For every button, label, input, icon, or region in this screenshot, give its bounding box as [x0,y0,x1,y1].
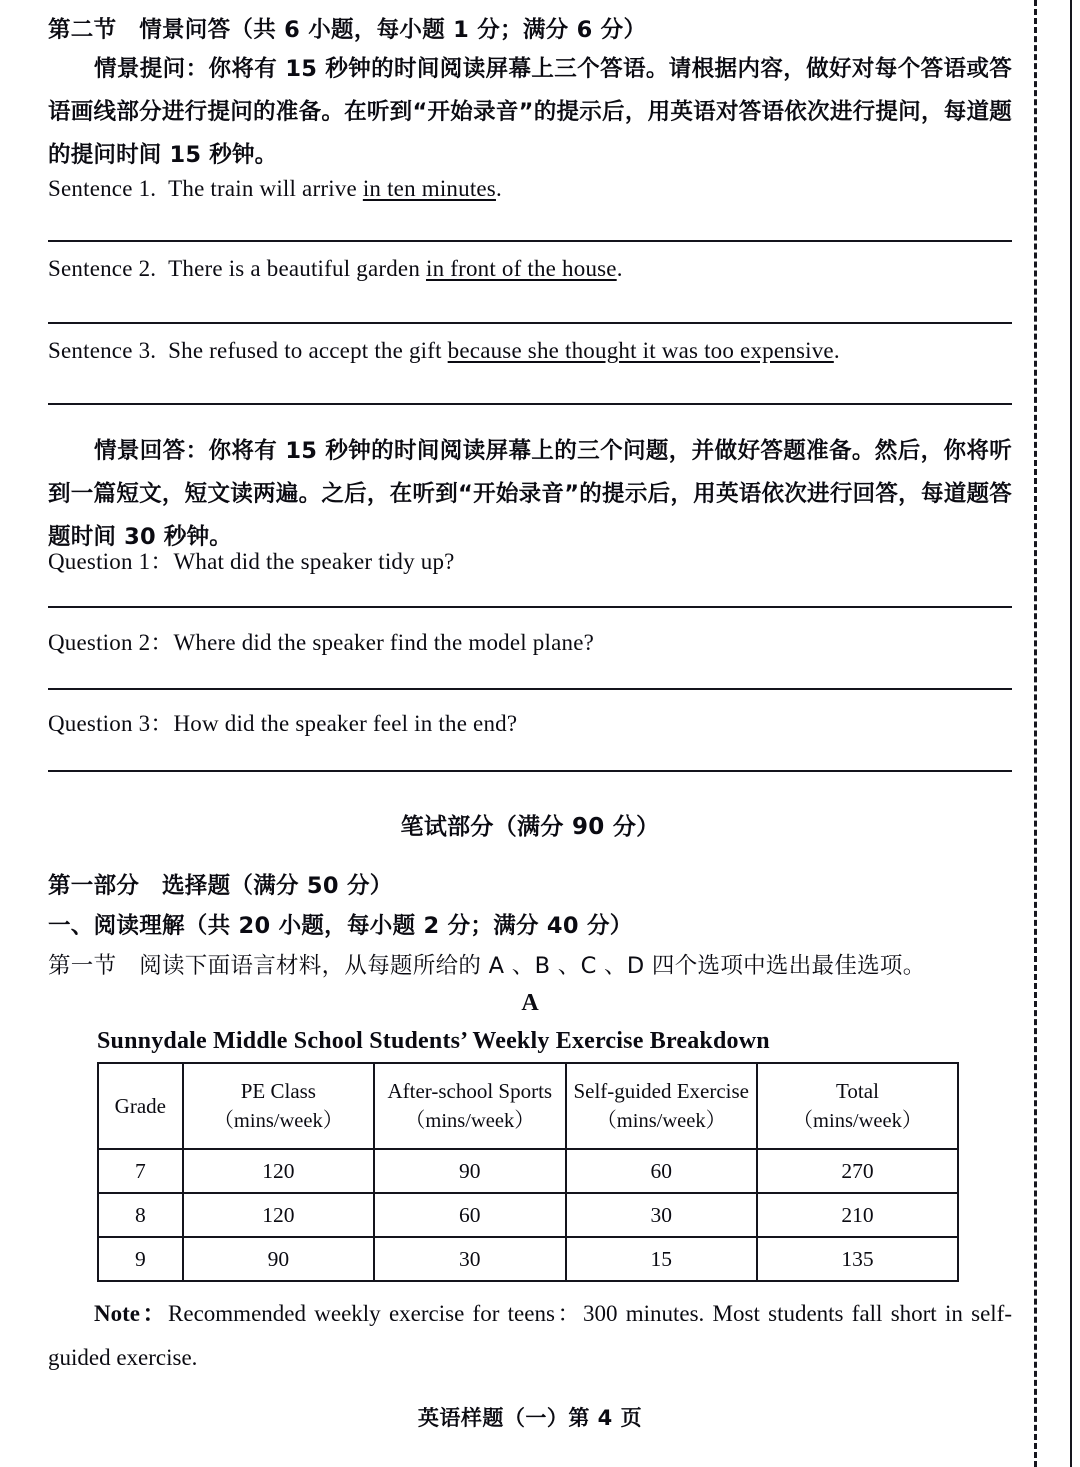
answer-rule-sentence-1[interactable] [48,240,1012,242]
cell-pe: 120 [183,1193,374,1237]
table-row [98,1149,958,1193]
question-1-row [48,543,455,576]
sentence-3-label: Sentence 3. [48,338,157,363]
passage-label-a: A [521,990,539,1016]
table-title: Sunnydale Middle School Students’ Weekly Exercise Breakdown [97,1028,770,1054]
header-total [757,1063,958,1149]
sentence-3-text: She refused to accept the gift [168,338,448,363]
listening-section-heading: 第二节 情景问答（共 6 小题，每小题 1 分；满分 6 分） [48,17,647,43]
sentence-3-row [48,338,840,364]
cell-self: 30 [566,1193,757,1237]
sentence-2-label: Sentence 2. [48,256,157,281]
table-note-label: Note： [94,1301,169,1326]
question-2-text: Where did the speaker find the model plane? [173,630,595,655]
table-header-row [98,1063,958,1149]
header-pe-class [183,1063,374,1149]
cell-after: 30 [374,1237,565,1281]
exercise-breakdown-table [97,1062,959,1282]
sentence-3-underlined: because she thought it was too expensive [447,338,834,363]
cell-pe: 120 [183,1149,374,1193]
written-part-title: 笔试部分（满分 90 分） [400,814,660,840]
cell-total: 270 [757,1149,958,1193]
table-note-text: Recommended weekly exercise for teens：300 minutes. Most students fall short in self-guided exercise. [48,1301,1013,1370]
answer-rule-sentence-2[interactable] [48,322,1012,324]
situational-questioning-instruction: 情景提问：你将有 15 秒钟的时间阅读屏幕上三个答语。请根据内容，做好对每个答语或答语画线部分进行提问的准备。在听到“开始录音”的提示后，用英语对答语依次进行提问，每道题的提问时间 15 秒钟。 [48,56,1012,168]
question-3-row [48,705,517,738]
cell-total: 135 [757,1237,958,1281]
header-grade [98,1063,183,1149]
table-note [48,1292,1012,1380]
cell-after: 60 [374,1193,565,1237]
cell-grade: 8 [98,1193,183,1237]
situational-answering-instruction: 情景回答：你将有 15 秒钟的时间阅读屏幕上的三个问题，并做好答题准备。然后，你将听到一篇短文，短文读两遍。之后，在听到“开始录音”的提示后，用英语依次进行回答，每道题答题时间 30 秒钟。 [48,438,1012,550]
sentence-1-tail: . [495,176,502,201]
sentence-1-text: The train will arrive [168,176,363,201]
cell-self: 15 [566,1237,757,1281]
cell-pe: 90 [183,1237,374,1281]
sentence-1-label: Sentence 1. [48,176,157,201]
answer-rule-sentence-3[interactable] [48,403,1012,405]
table-row [98,1193,958,1237]
page-margin-dashed-rule [1034,0,1037,1467]
header-total-unit: （mins/week） [792,1110,923,1132]
table-row [98,1237,958,1281]
header-after-school-sports-unit: （mins/week） [404,1110,535,1132]
answer-rule-question-1[interactable] [48,606,1012,608]
page-edge-rule [1070,0,1072,1467]
question-3-label: Question 3： [48,711,174,736]
page-footer: 英语样题（一）第 4 页 [417,1406,643,1430]
question-2-label: Question 2： [48,630,174,655]
header-after-school-sports-label: After-school Sports [387,1079,553,1103]
question-3-text: How did the speaker feel in the end? [173,711,518,736]
sentence-3-tail: . [833,338,840,363]
header-self-guided-exercise-label: Self-guided Exercise [573,1079,749,1103]
header-pe-class-label: PE Class [240,1079,316,1103]
question-1-text: What did the speaker tidy up? [173,549,455,574]
header-pe-class-unit: （mins/week） [213,1110,344,1132]
reading-comprehension-heading: 一、阅读理解（共 20 小题，每小题 2 分；满分 40 分） [48,913,633,939]
answer-rule-question-3[interactable] [48,770,1012,772]
cell-grade: 9 [98,1237,183,1281]
question-1-label: Question 1： [48,549,174,574]
reading-instruction: 第一节 阅读下面语言材料，从每题所给的 A 、B 、C 、D 四个选项中选出最佳选项。 [48,953,926,979]
sentence-2-text: There is a beautiful garden [168,256,426,281]
sentence-1-underlined: in ten minutes [362,176,496,201]
sentence-1-row [48,176,502,202]
cell-self: 60 [566,1149,757,1193]
answer-rule-question-2[interactable] [48,688,1012,690]
sentence-2-underlined: in front of the house [425,256,617,281]
header-self-guided-exercise [566,1063,757,1149]
cell-grade: 7 [98,1149,183,1193]
header-self-guided-exercise-unit: （mins/week） [596,1110,727,1132]
header-grade-label: Grade [114,1094,166,1118]
exam-page-sheet [48,0,1012,1467]
sentence-2-row [48,256,623,282]
part-one-heading: 第一部分 选择题（满分 50 分） [48,873,393,899]
cell-total: 210 [757,1193,958,1237]
sentence-2-tail: . [616,256,623,281]
header-after-school-sports [374,1063,565,1149]
question-2-row [48,624,594,657]
header-total-label: Total [836,1079,879,1103]
cell-after: 90 [374,1149,565,1193]
